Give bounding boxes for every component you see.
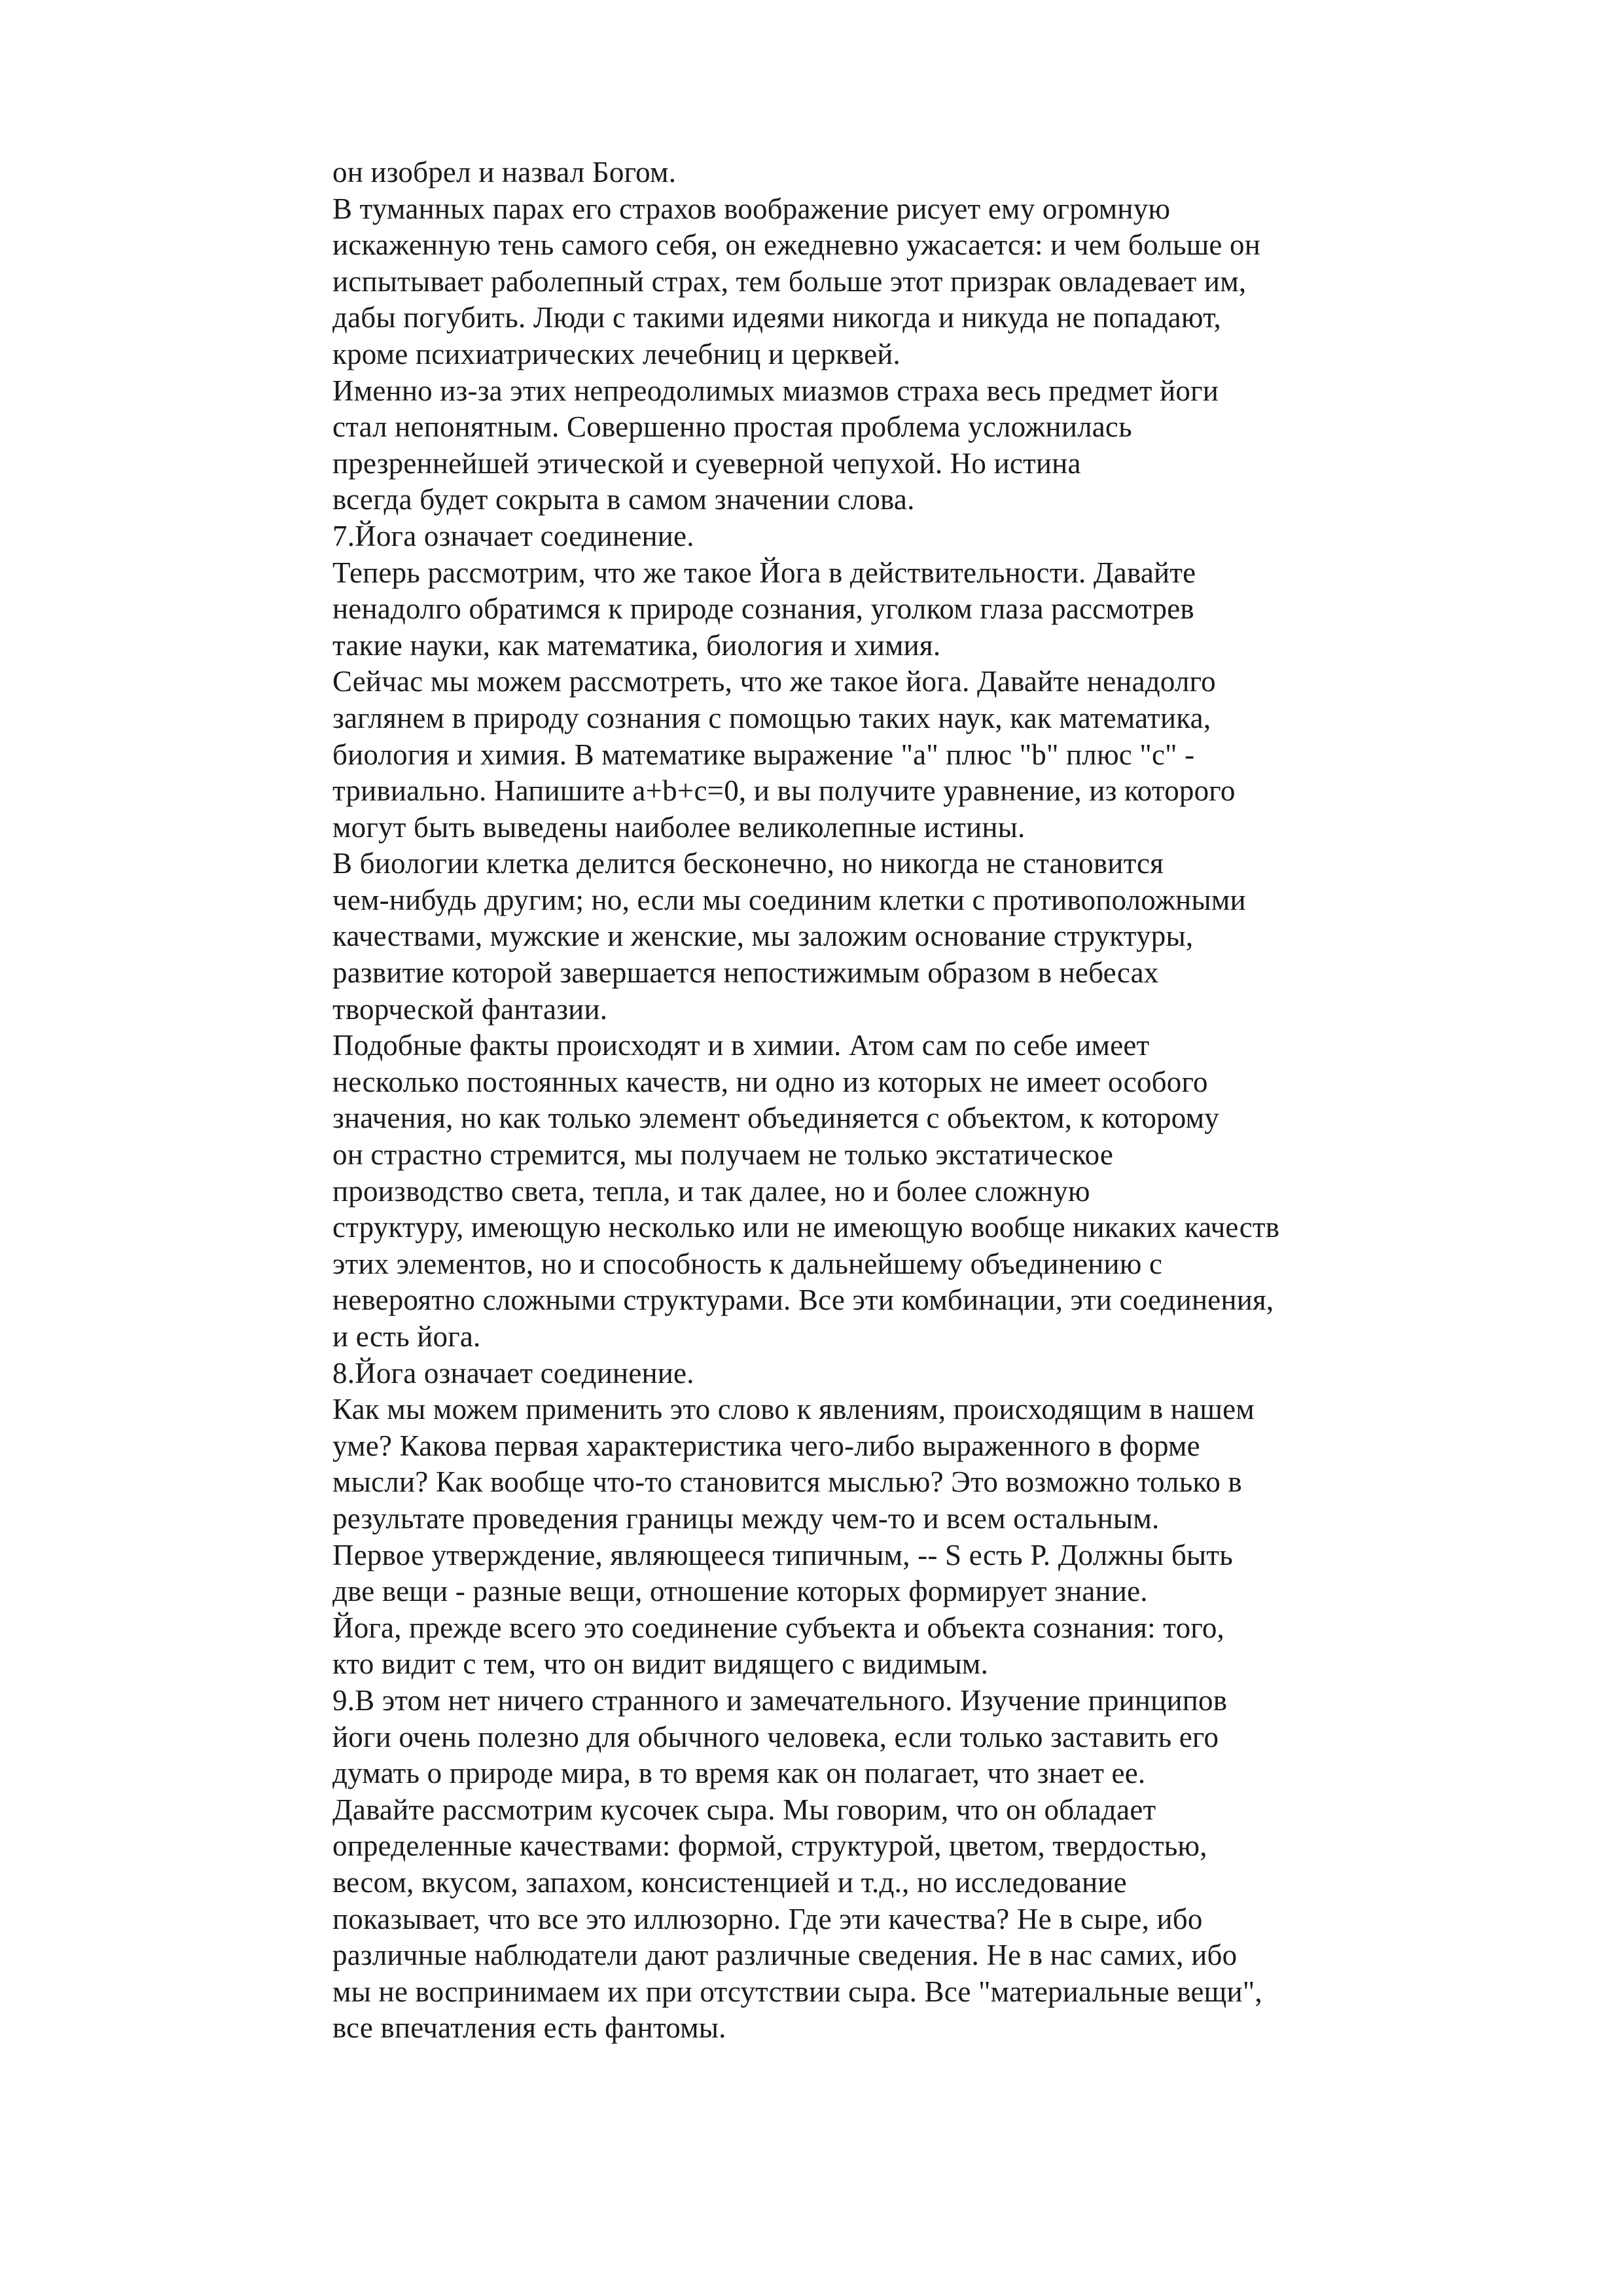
text-line: Подобные факты происходят и в химии. Атом сам по себе имеет: [332, 1029, 1150, 1062]
text-line: всегда будет сокрыта в самом значении слова.: [332, 483, 915, 516]
text-line: уме? Какова первая характеристика чего-либо выраженного в форме: [332, 1429, 1200, 1462]
text-line: производство света, тепла, и так далее, но и более сложную: [332, 1174, 1090, 1208]
text-line: могут быть выведены наиболее великолепные истины.: [332, 810, 1026, 844]
text-line: заглянем в природу сознания с помощью таких наук, как математика,: [332, 701, 1211, 734]
text-line: определенные качествами: формой, структурой, цветом, твердостью,: [332, 1829, 1207, 1863]
text-line: биология и химия. В математике выражение "а" плюс "b" плюс "с" -: [332, 738, 1195, 771]
text-line: невероятно сложными структурами. Все эти комбинации, эти соединения,: [332, 1283, 1274, 1317]
text-line: две вещи - разные вещи, отношение которых формирует знание.: [332, 1575, 1148, 1608]
text-line: В биологии клетка делится бесконечно, но никогда не становится: [332, 847, 1164, 880]
text-line: Первое утверждение, являющееся типичным, -- S есть Р. Должны быть: [332, 1538, 1233, 1571]
section-heading: 7.Йога означает соединение.: [332, 519, 694, 552]
text-line: Йога, прежде всего это соединение субъекта и объекта сознания: того,: [332, 1611, 1224, 1644]
text-line: думать о природе мира, в то время как он полагает, что знает ее.: [332, 1757, 1146, 1790]
text-line: Как мы можем применить это слово к явлениям, происходящим в нашем: [332, 1393, 1255, 1426]
text-line: весом, вкусом, запахом, консистенцией и т.д., но исследование: [332, 1865, 1127, 1899]
text-line: ненадолго обратимся к природе сознания, уголком глаза рассмотрев: [332, 592, 1194, 626]
text-line: Теперь рассмотрим, что же такое Йога в действительности. Давайте: [332, 556, 1196, 589]
text-line: Именно из-за этих непреодолимых миазмов страха весь предмет йоги: [332, 374, 1219, 407]
text-line: йоги очень полезно для обычного человека, если только заставить его: [332, 1720, 1219, 1753]
text-line: кто видит с тем, что он видит видящего с видимым.: [332, 1647, 989, 1681]
text-line: презреннейшей этической и суеверной чепухой. Но истина: [332, 446, 1081, 480]
text-line: дабы погубить. Люди с такими идеями никогда и никуда не попадают,: [332, 301, 1222, 334]
text-line: мысли? Как вообще что-то становится мыслью? Это возможно только в: [332, 1465, 1242, 1499]
text-line: качествами, мужские и женские, мы заложим основание структуры,: [332, 920, 1194, 953]
text-line: значения, но как только элемент объединяется с объектом, к которому: [332, 1102, 1219, 1135]
text-line: результате проведения границы между чем-то и всем остальным.: [332, 1501, 1160, 1535]
text-line: различные наблюдатели дают различные сведения. Не в нас самих, ибо: [332, 1939, 1238, 1972]
text-line: кроме психиатрических лечебниц и церквей.: [332, 337, 901, 370]
text-line: все впечатления есть фантомы.: [332, 2011, 726, 2045]
text-line: тривиально. Напишите а+b+с=0, и вы получите уравнение, из которого: [332, 774, 1236, 808]
text-line: развитие которой завершается непостижимым образом в небесах: [332, 956, 1159, 990]
text-line: мы не воспринимаем их при отсутствии сыра. Все "материальные вещи",: [332, 1975, 1262, 2008]
body-text: [332, 154, 1406, 2047]
text-line: он изобрел и назвал Богом.: [332, 156, 677, 188]
text-line: этих элементов, но и способность к дальнейшему объединению с: [332, 1247, 1163, 1280]
text-line: творческой фантазии.: [332, 992, 608, 1026]
text-line: стал непонятным. Совершенно простая проблема усложнилась: [332, 410, 1132, 444]
text-line: структуру, имеющую несколько или не имеющую вообще никаких качеств: [332, 1211, 1280, 1244]
text-line: такие науки, как математика, биология и химия.: [332, 628, 941, 662]
text-line: несколько постоянных качеств, ни одно из которых не имеет особого: [332, 1065, 1208, 1098]
text-line: он страстно стремится, мы получаем не только экстатическое: [332, 1138, 1114, 1172]
text-line: чем-нибудь другим; но, если мы соединим клетки с противоположными: [332, 883, 1246, 916]
section-heading: 8.Йога означает соединение.: [332, 1356, 694, 1390]
text-line: и есть йога.: [332, 1320, 481, 1353]
text-line: испытывает раболепный страх, тем больше этот призрак овладевает им,: [332, 264, 1247, 298]
section-heading: 9.В этом нет ничего странного и замечательного. Изучение принципов: [332, 1683, 1228, 1717]
text-line: показывает, что все это иллюзорно. Где эти качества? Не в сыре, ибо: [332, 1902, 1203, 1935]
text-line: искаженную тень самого себя, он ежедневно ужасается: и чем больше он: [332, 228, 1261, 262]
text-line: Давайте рассмотрим кусочек сыра. Мы говорим, что он обладает: [332, 1793, 1156, 1826]
text-line: Сейчас мы можем рассмотреть, что же такое йога. Давайте ненадолго: [332, 665, 1216, 698]
text-line: В туманных парах его страхов воображение рисует ему огромную: [332, 192, 1171, 225]
